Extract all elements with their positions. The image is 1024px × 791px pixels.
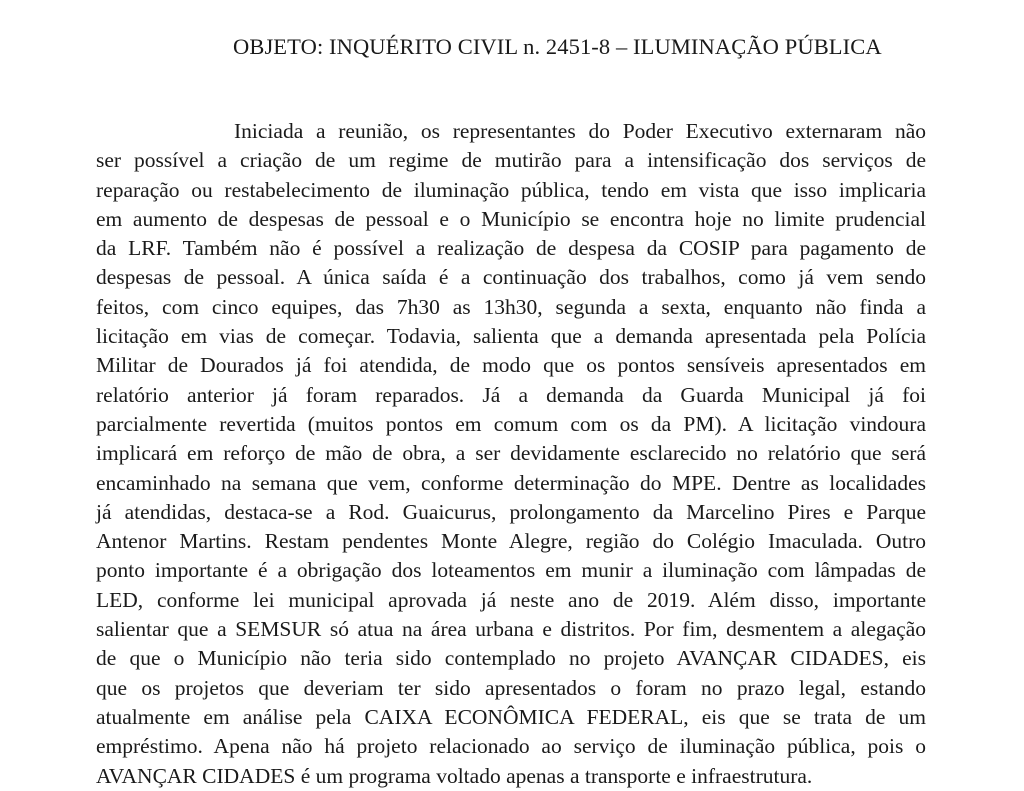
paragraph-line: reparação ou restabelecimento de iluminação pública, tendo em vista que isso implicaria [96, 177, 926, 202]
paragraph-line: feitos, com cinco equipes, das 7h30 as 13h30, segunda a sexta, enquanto não finda a [96, 294, 926, 319]
paragraph-line: da LRF. Também não é possível a realização de despesa da COSIP para pagamento de [96, 236, 926, 261]
paragraph-line: ser possível a criação de um regime de mutirão para a intensificação dos serviços de [96, 148, 926, 173]
document-heading: OBJETO: INQUÉRITO CIVIL n. 2451-8 – ILUMINAÇÃO PÚBLICA [233, 34, 882, 59]
paragraph-line: em aumento de despesas de pessoal e o Município se encontra hoje no limite prudencial [96, 206, 926, 231]
paragraph-line: despesas de pessoal. A única saída é a continuação dos trabalhos, como já vem sendo [96, 265, 926, 290]
paragraph-line: AVANÇAR CIDADES é um programa voltado apenas a transporte e infraestrutura. [96, 763, 813, 788]
paragraph-line: Iniciada a reunião, os representantes do Poder Executivo externaram não [234, 119, 926, 143]
paragraph-line: atualmente em análise pela CAIXA ECONÔMICA FEDERAL, eis que se trata de um [96, 704, 926, 729]
paragraph-line: parcialmente revertida (muitos pontos em comum com os da PM). A licitação vindoura [96, 411, 926, 436]
paragraph-line: que os projetos que deveriam ter sido apresentados o foram no prazo legal, estando [96, 675, 926, 700]
paragraph-line: empréstimo. Apena não há projeto relacionado ao serviço de iluminação pública, pois o [96, 734, 926, 759]
paragraph-line: ponto importante é a obrigação dos loteamentos em munir a iluminação com lâmpadas de [96, 558, 926, 583]
paragraph-line: Antenor Martins. Restam pendentes Monte Alegre, região do Colégio Imaculada. Outro [96, 529, 926, 554]
paragraph-line: implicará em reforço de mão de obra, a ser devidamente esclarecido no relatório que será [96, 441, 926, 466]
paragraph-line: salientar que a SEMSUR só atua na área urbana e distritos. Por fim, desmentem a alegação [96, 617, 926, 642]
paragraph-line: já atendidas, destaca-se a Rod. Guaicurus, prolongamento da Marcelino Pires e Parque [96, 499, 926, 524]
document-paragraph [96, 117, 926, 791]
paragraph-line: LED, conforme lei municipal aprovada já neste ano de 2019. Além disso, importante [96, 587, 926, 612]
paragraph-line: de que o Município não teria sido contemplado no projeto AVANÇAR CIDADES, eis [96, 646, 926, 671]
paragraph-line: licitação em vias de começar. Todavia, salienta que a demanda apresentada pela Polícia [96, 324, 926, 349]
paragraph-line: Militar de Dourados já foi atendida, de modo que os pontos sensíveis apresentados em [96, 353, 926, 378]
paragraph-line: encaminhado na semana que vem, conforme determinação do MPE. Dentre as localidades [96, 470, 926, 495]
paragraph-line: relatório anterior já foram reparados. Já a demanda da Guarda Municipal já foi [96, 382, 926, 407]
